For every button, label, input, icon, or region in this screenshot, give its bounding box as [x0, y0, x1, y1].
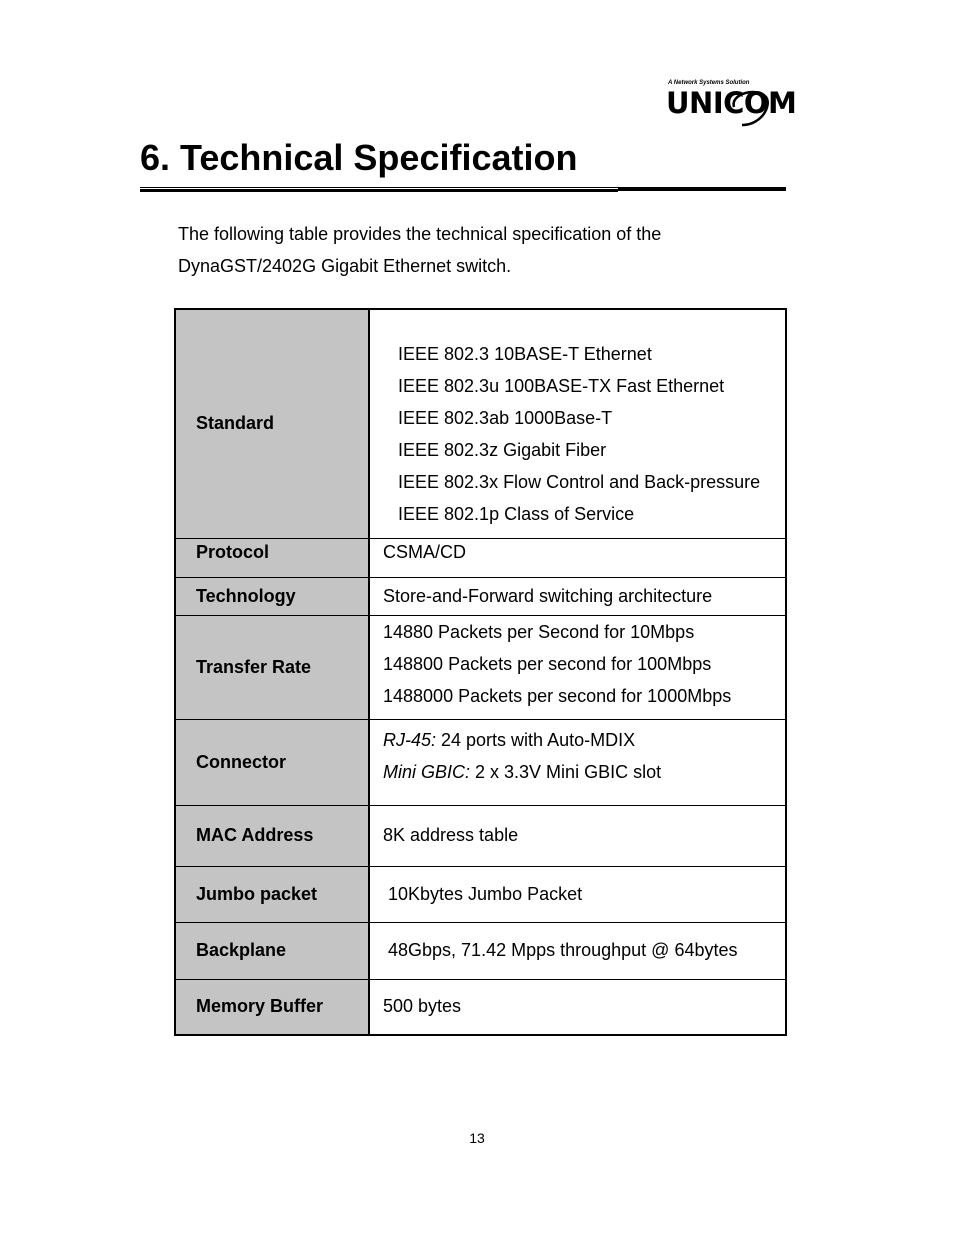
spec-row-connector	[175, 719, 786, 805]
spec-value	[369, 615, 786, 719]
protocol-value: CSMA/CD	[383, 541, 467, 562]
intro-paragraph	[178, 218, 778, 282]
spec-label: MAC Address	[175, 805, 369, 866]
connector-gbic-name: Mini GBIC:	[383, 761, 471, 782]
transfer-rate-item: 14880 Packets per Second for 10Mbps	[383, 621, 695, 642]
spec-label: Transfer Rate	[175, 615, 369, 719]
page-title: 6. Technical Specification	[140, 137, 578, 178]
unicom-logo	[666, 80, 812, 126]
connector-gbic	[383, 756, 785, 788]
intro-line-1: The following table provides the technical specification of the	[178, 224, 662, 244]
spec-label: Technology	[175, 577, 369, 615]
spec-value	[369, 866, 786, 922]
page-number: 13	[469, 1130, 485, 1146]
spec-label: Jumbo packet	[175, 866, 369, 922]
spec-label: Backplane	[175, 922, 369, 979]
connector-rj45	[383, 724, 785, 756]
title-rule-accent	[618, 188, 786, 191]
spec-label: Connector	[175, 719, 369, 805]
spec-value	[369, 805, 786, 866]
intro-line-2: DynaGST/2402G Gigabit Ethernet switch.	[178, 256, 512, 276]
spec-value	[369, 538, 786, 577]
spec-label: Standard	[175, 309, 369, 538]
connector-rj45-value: 24 ports with Auto-MDIX	[436, 729, 636, 750]
jumbo-packet-value: 10Kbytes Jumbo Packet	[388, 883, 583, 904]
backplane-value: 48Gbps, 71.42 Mpps throughput @ 64bytes	[388, 940, 738, 960]
mac-address-value: 8K address table	[383, 825, 519, 845]
logo-tagline: A Network Systems Solution	[668, 80, 750, 86]
spec-row-protocol	[175, 538, 786, 577]
technology-value: Store-and-Forward switching architecture	[383, 585, 713, 606]
standard-item: IEEE 802.3z Gigabit Fiber	[398, 439, 607, 460]
spec-table	[174, 308, 787, 1036]
spec-value	[369, 922, 786, 979]
connector-gbic-value: 2 x 3.3V Mini GBIC slot	[470, 761, 662, 782]
memory-buffer-value: 500 bytes	[383, 996, 462, 1017]
transfer-rate-item: 148800 Packets per second for 100Mbps	[383, 653, 712, 674]
spec-row-mac-address	[175, 805, 786, 866]
standard-item: IEEE 802.3x Flow Control and Back-pressure	[398, 471, 761, 492]
standard-item: IEEE 802.1p Class of Service	[398, 503, 635, 524]
spec-row-technology	[175, 577, 786, 615]
spec-row-backplane	[175, 922, 786, 979]
logo-swoosh-icon	[728, 85, 774, 129]
spec-row-standard	[175, 309, 786, 538]
spec-label: Memory Buffer	[175, 979, 369, 1035]
spec-row-jumbo-packet	[175, 866, 786, 922]
spec-value	[369, 309, 786, 538]
logo-wordmark: UNICOM	[666, 86, 797, 120]
spec-value	[369, 577, 786, 615]
spec-value	[369, 719, 786, 805]
connector-rj45-name: RJ-45:	[383, 729, 437, 750]
transfer-rate-item: 1488000 Packets per second for 1000Mbps	[383, 685, 732, 706]
standard-item: IEEE 802.3ab 1000Base-T	[398, 407, 613, 428]
spec-label: Protocol	[175, 538, 369, 577]
title-rule	[140, 189, 618, 192]
spec-row-transfer-rate	[175, 615, 786, 719]
standard-item: IEEE 802.3u 100BASE-TX Fast Ethernet	[398, 375, 725, 396]
spec-row-memory-buffer	[175, 979, 786, 1035]
standard-item: IEEE 802.3 10BASE-T Ethernet	[398, 343, 652, 364]
spec-value	[369, 979, 786, 1035]
